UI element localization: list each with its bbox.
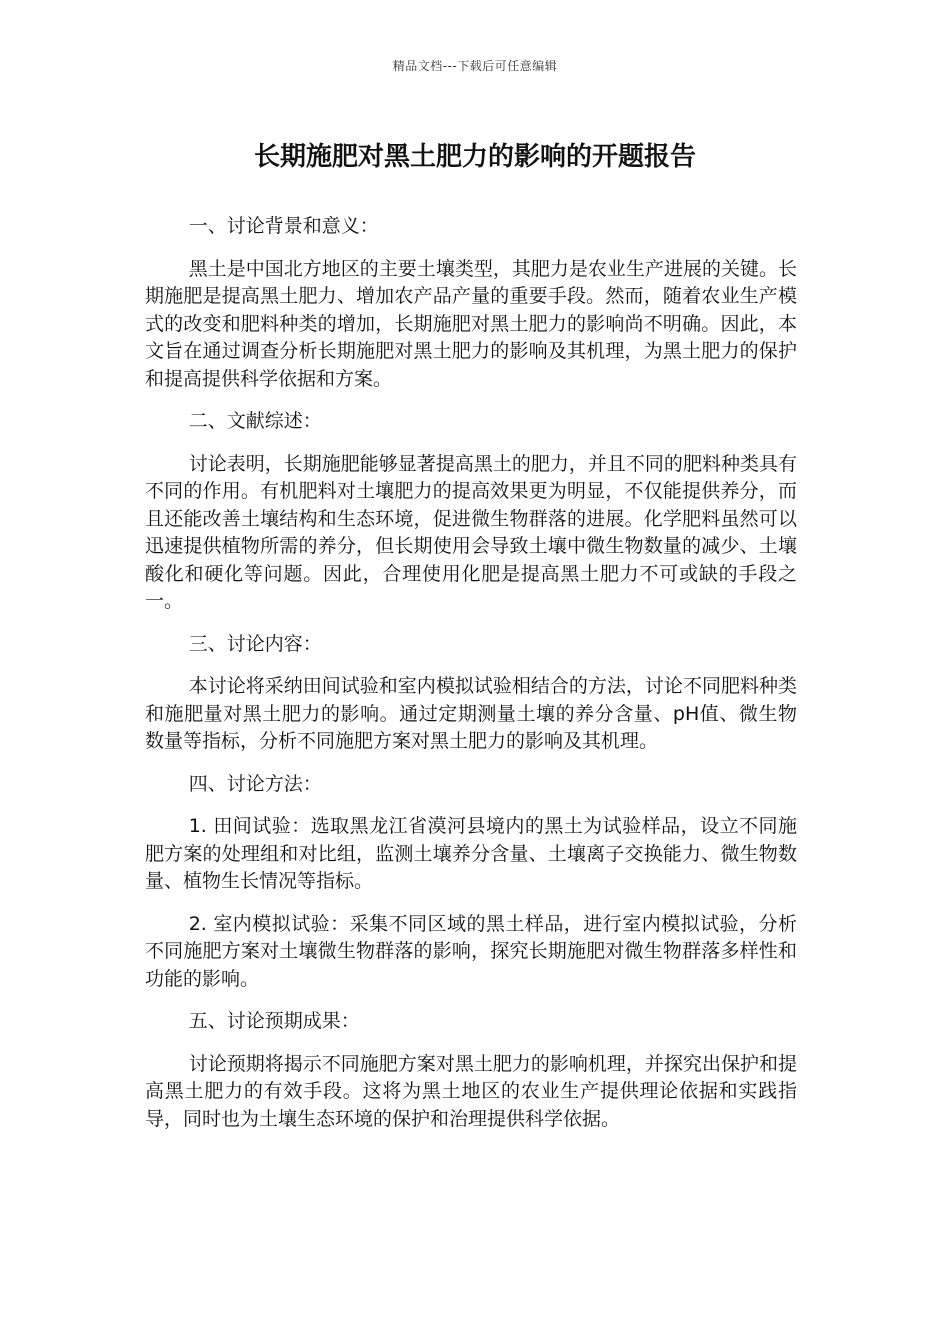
section-paragraph: 1. 田间试验：选取黑龙江省漠河县境内的黑土为试验样品，设立不同施肥方案的处理组和对比组，监测土壤养分含量、土壤离子交换能力、微生物数量、植物生长情况等指标。 bbox=[145, 815, 797, 892]
header-note: 精品文档---下载后可任意编辑 bbox=[392, 59, 558, 73]
section-heading-background: 一、讨论背景和意义： bbox=[188, 215, 379, 237]
section-paragraph: 本讨论将采纳田间试验和室内模拟试验相结合的方法，讨论不同肥料种类和施肥量对黑土肥力的影响。通过定期测量土壤的养分含量、pH值、微生物数量等指标，分析不同施肥方案对黑土肥力的影响及其机理。 bbox=[145, 675, 797, 752]
section-paragraph: 讨论预期将揭示不同施肥方案对黑土肥力的影响机理，并探究出保护和提高黑土肥力的有效手段。这将为黑土地区的农业生产提供理论依据和实践指导，同时也为土壤生态环境的保护和治理提供科学依据。 bbox=[145, 1052, 797, 1130]
section-heading-expected-results: 五、讨论预期成果： bbox=[188, 1010, 360, 1032]
document-title: 长期施肥对黑土肥力的影响的开题报告 bbox=[253, 142, 696, 172]
section-paragraph: 黑土是中国北方地区的主要土壤类型，其肥力是农业生产进展的关键。长期施肥是提高黑土肥力、增加农产品产量的重要手段。然而，随着农业生产模式的改变和肥料种类的增加，长期施肥对黑土肥力的影响尚不明确。因此，本文旨在通过调查分析长期施肥对黑土肥力的影响及其机理，为黑土肥力的保护和提高提供科学依据和方案。 bbox=[145, 257, 797, 390]
section-paragraph: 讨论表明，长期施肥能够显著提高黑土的肥力，并且不同的肥料种类具有不同的作用。有机肥料对土壤肥力的提高效果更为明显，不仅能提供养分，而且还能改善土壤结构和生态环境，促进微生物群落的进展。化学肥料虽然可以迅速提供植物所需的养分，但长期使用会导致土壤中微生物数量的减少、土壤酸化和硬化等问题。因此，合理使用化肥是提高黑土肥力不可或缺的手段之一。 bbox=[145, 452, 797, 612]
section-paragraph: 2. 室内模拟试验：采集不同区域的黑土样品，进行室内模拟试验，分析不同施肥方案对土壤微生物群落的影响，探究长期施肥对微生物群落多样性和功能的影响。 bbox=[145, 912, 797, 990]
section-heading-research-content: 三、讨论内容： bbox=[188, 632, 322, 655]
document-body bbox=[145, 213, 797, 1148]
section-heading-research-methods: 四、讨论方法： bbox=[188, 772, 322, 795]
section-heading-literature-review: 二、文献综述： bbox=[188, 410, 322, 432]
